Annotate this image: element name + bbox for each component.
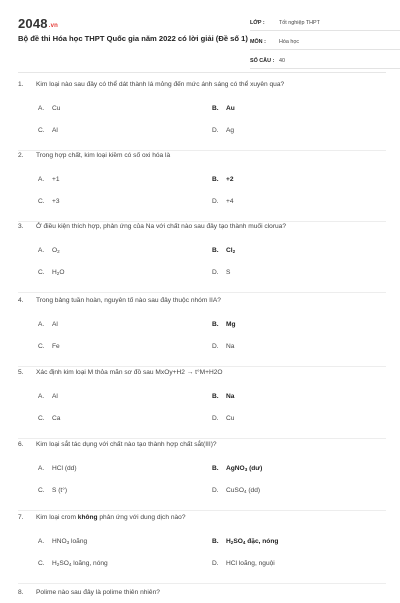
option-a[interactable]: A. Al	[38, 321, 58, 328]
meta-row-class	[250, 16, 400, 31]
question-divider	[18, 150, 386, 151]
option-b[interactable]: B. Na	[212, 393, 235, 400]
question-item	[18, 223, 386, 293]
question-divider	[18, 221, 386, 222]
option-c[interactable]: C. Fe	[38, 343, 60, 350]
meta-label: LỚP :	[250, 20, 265, 26]
option-d[interactable]: D. Ag	[212, 127, 235, 134]
document-meta	[250, 16, 400, 73]
header-divider	[18, 72, 386, 73]
option-d[interactable]: D. CuSO$_4$ (dd)	[212, 487, 261, 494]
option-a[interactable]: A. $HNO_3$ loãng	[38, 538, 88, 545]
option-c[interactable]: C. S (t°)	[38, 487, 68, 494]
question-divider	[18, 510, 386, 511]
question-divider	[18, 438, 386, 439]
option-d[interactable]: D. +4	[212, 198, 234, 205]
question-item	[18, 441, 386, 511]
option-d[interactable]: D. Cu	[212, 415, 235, 422]
question-text: 4. Trong bảng tuần hoàn, nguyên tố nào sau đây thuộc nhóm IIA?	[18, 297, 221, 304]
question-divider	[18, 292, 386, 293]
question-text: 3. Ở điều kiện thích hợp, phản ứng của Na với chất nào sau đây tạo thành muối clorua?	[18, 223, 287, 230]
option-b[interactable]: B. AgNO$_3$ (dư)	[212, 465, 263, 472]
document-header	[18, 12, 386, 72]
meta-label: SỐ CÂU :	[250, 58, 275, 64]
question-item	[18, 369, 386, 439]
question-divider	[18, 583, 386, 584]
option-a[interactable]: A. HCl (dd)	[38, 465, 77, 472]
question-text: 2. Trong hợp chất, kim loại kiềm có số oxi hóa là	[18, 152, 171, 159]
option-a[interactable]: A. +1	[38, 176, 60, 183]
question-divider	[18, 366, 386, 367]
option-b[interactable]: B. $Cl_2$	[212, 247, 236, 254]
question-text: 6. Kim loại sắt tác dụng với chất nào tạo thành hợp chất sắt(III)?	[18, 441, 217, 448]
meta-row-subject	[250, 35, 400, 50]
option-b[interactable]: B. Au	[212, 105, 235, 112]
question-item	[18, 297, 386, 367]
option-a[interactable]: A. Cu	[38, 105, 61, 112]
question-item	[18, 589, 386, 603]
site-logo[interactable]: 2048.vn	[18, 16, 59, 31]
option-b[interactable]: B. $H_2SO_4$ đặc, nóng	[212, 538, 279, 545]
option-d[interactable]: D. Na	[212, 343, 235, 350]
option-c[interactable]: C. Ca	[38, 415, 61, 422]
option-c[interactable]: C. $H_2O$	[38, 269, 65, 276]
meta-label: MÔN :	[250, 39, 266, 45]
option-d[interactable]: D. HCl loãng, nguội	[212, 560, 275, 567]
question-item	[18, 152, 386, 222]
question-item	[18, 514, 386, 584]
meta-value: Tốt nghiệp THPT	[279, 20, 320, 26]
option-a[interactable]: A. $O_2$	[38, 247, 60, 254]
question-item	[18, 81, 386, 151]
option-b[interactable]: B. Mg	[212, 321, 236, 328]
option-a[interactable]: A. Al	[38, 393, 58, 400]
meta-value: Hóa học	[279, 39, 300, 45]
option-c[interactable]: C. $H_2SO_4$ loãng, nóng	[38, 560, 108, 567]
option-b[interactable]: B. +2	[212, 176, 234, 183]
document-title: Bộ đề thi Hóa học THPT Quốc gia năm 2022 có lời giải (Đề số 1)	[18, 34, 248, 43]
meta-value: 40	[279, 58, 285, 64]
option-c[interactable]: C. +3	[38, 198, 60, 205]
question-text: 8. Polime nào sau đây là polime thiên nhiên?	[18, 589, 160, 596]
question-text: 7. Kim loại crom không phản ứng với dung dịch nào?	[18, 514, 186, 521]
meta-row-count	[250, 54, 400, 69]
question-text: 1. Kim loại nào sau đây có thể dát thành lá mỏng đến mức ánh sáng có thể xuyên qua?	[18, 81, 285, 88]
option-d[interactable]: D. S	[212, 269, 231, 276]
option-c[interactable]: C. Al	[38, 127, 58, 134]
question-text: 5. Xác định kim loại M thỏa mãn sơ đồ sau MxOy+H2 → t°M+H2O	[18, 369, 223, 376]
